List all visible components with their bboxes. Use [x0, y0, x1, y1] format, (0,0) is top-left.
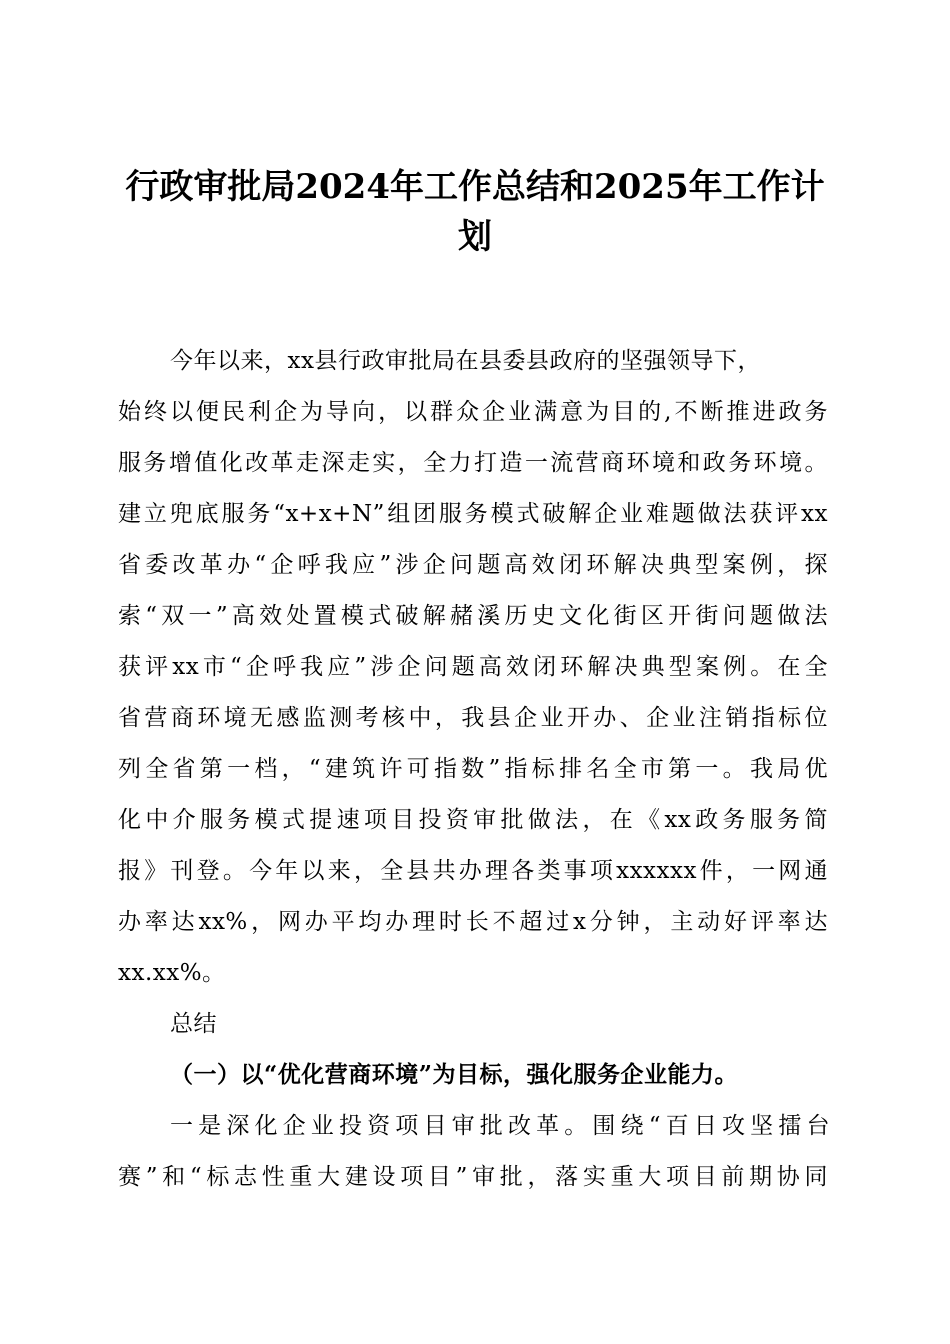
intro-line-4: 建立兜底服务“x+x+N”组团服务模式破解企业难题做法获评xx	[118, 501, 828, 527]
intro-line-11: 报》刊登。今年以来，全县共办理各类事项xxxxxx件，一网通	[118, 858, 828, 884]
body-line-2: 赛”和“标志性重大建设项目”审批，落实重大项目前期协同	[118, 1164, 828, 1190]
intro-line-9: 列全省第一档，“建筑许可指数”指标排名全市第一。我局优	[118, 756, 828, 782]
intro-line-2: 始终以便民利企为导向，以群众企业满意为目的,不断推进政务	[118, 399, 828, 425]
intro-line-10: 化中介服务模式提速项目投资审批做法，在《xx政务服务简	[118, 807, 828, 833]
intro-line-3: 服务增值化改革走深走实，全力打造一流营商环境和政务环境。	[118, 450, 828, 476]
intro-line-1: 今年以来，xx县行政审批局在县委县政府的坚强领导下，	[170, 348, 761, 374]
intro-line-7: 获评xx市“企呼我应”涉企问题高效闭环解决典型案例。在全	[118, 654, 828, 680]
intro-line-13: xx.xx%。	[118, 960, 226, 986]
intro-line-5: 省委改革办“企呼我应”涉企问题高效闭环解决典型案例，探	[118, 552, 828, 578]
intro-line-12: 办率达xx%，网办平均办理时长不超过x分钟，主动好评率达	[118, 909, 828, 935]
summary-label: 总结	[170, 1011, 217, 1037]
section-heading: （一）以“优化营商环境”为目标，强化服务企业能力。	[170, 1061, 738, 1088]
document-title-line-1: 行政审批局2024年工作总结和2025年工作计	[125, 167, 825, 207]
intro-line-8: 省营商环境无感监测考核中，我县企业开办、企业注销指标位	[118, 705, 828, 731]
body-line-1: 一是深化企业投资项目审批改革。围绕“百日攻坚擂台	[170, 1113, 830, 1139]
document-title-line-2: 划	[458, 217, 492, 257]
intro-line-6: 索“双一”高效处置模式破解赭溪历史文化街区开街问题做法	[118, 603, 828, 629]
